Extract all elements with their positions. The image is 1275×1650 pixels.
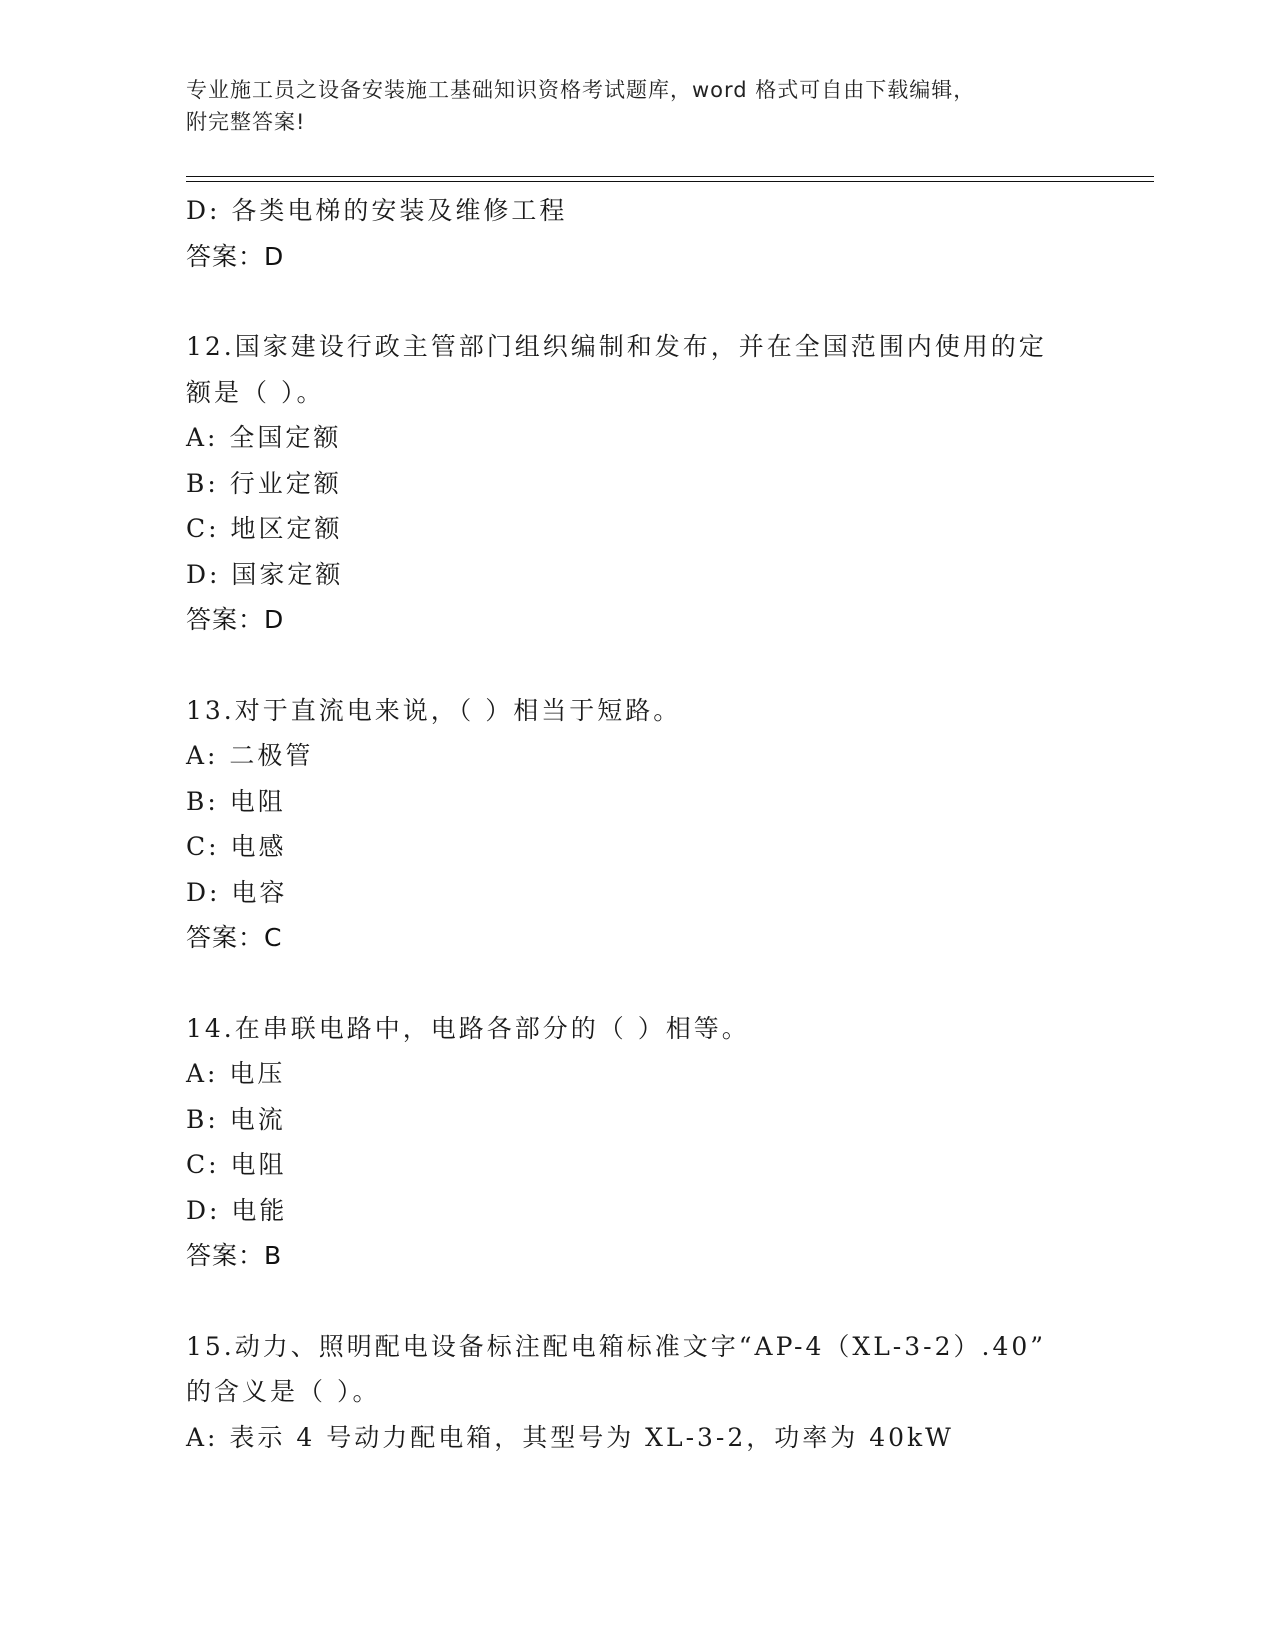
option-b: B: 电流 xyxy=(186,1104,286,1134)
header-rule-bottom xyxy=(186,181,1154,182)
answer-line: 答案：D xyxy=(186,241,285,271)
option-c: C: 电阻 xyxy=(186,1150,287,1179)
answer-line: 答案：B xyxy=(186,1241,283,1270)
option-a: A: 二极管 xyxy=(186,741,314,770)
option-b: B: 电阻 xyxy=(186,786,286,816)
option-a: A: 表示 4 号动力配电箱，其型号为 XL-3-2，功率为 40kW xyxy=(186,1422,954,1452)
question-14 xyxy=(186,1006,1086,1279)
question-15 xyxy=(186,1324,1086,1461)
answer-line: 答案：C xyxy=(186,923,283,952)
question-stem-line: 的含义是（ ）。 xyxy=(186,1377,381,1406)
option-d: D: 国家定额 xyxy=(186,559,344,589)
document-body xyxy=(186,188,1086,1460)
header-rule-top xyxy=(186,176,1154,177)
carryover-block xyxy=(186,188,1086,279)
question-stem-line: 额是（ ）。 xyxy=(186,377,325,407)
header-line-1: 专业施工员之设备安装施工基础知识资格考试题库，word 格式可自由下载编辑， xyxy=(186,78,976,102)
option-c: C: 电感 xyxy=(186,832,287,861)
option-d: D: 电容 xyxy=(186,877,288,907)
header-line-2: 附完整答案! xyxy=(186,110,306,134)
question-stem-line: 14.在串联电路中，电路各部分的（ ）相等。 xyxy=(186,1013,750,1043)
answer-line: 答案：D xyxy=(186,605,285,634)
option-c: C: 地区定额 xyxy=(186,514,343,543)
question-13 xyxy=(186,688,1086,961)
option-d: D: 电能 xyxy=(186,1195,288,1225)
question-12 xyxy=(186,324,1086,643)
question-stem-line: 13.对于直流电来说，（ ）相当于短路。 xyxy=(186,695,682,725)
option-a: A: 电压 xyxy=(186,1059,286,1088)
option-b: B: 行业定额 xyxy=(186,468,342,498)
option-a: A: 全国定额 xyxy=(186,423,342,452)
option-d: D: 各类电梯的安装及维修工程 xyxy=(186,196,568,225)
question-stem-line: 12.国家建设行政主管部门组织编制和发布，并在全国范围内使用的定 xyxy=(186,332,1047,361)
question-stem-line: 15.动力、照明配电设备标注配电箱标准文字“AP-4（XL-3-2）.40” xyxy=(186,1331,1047,1361)
document-header xyxy=(186,74,1086,138)
